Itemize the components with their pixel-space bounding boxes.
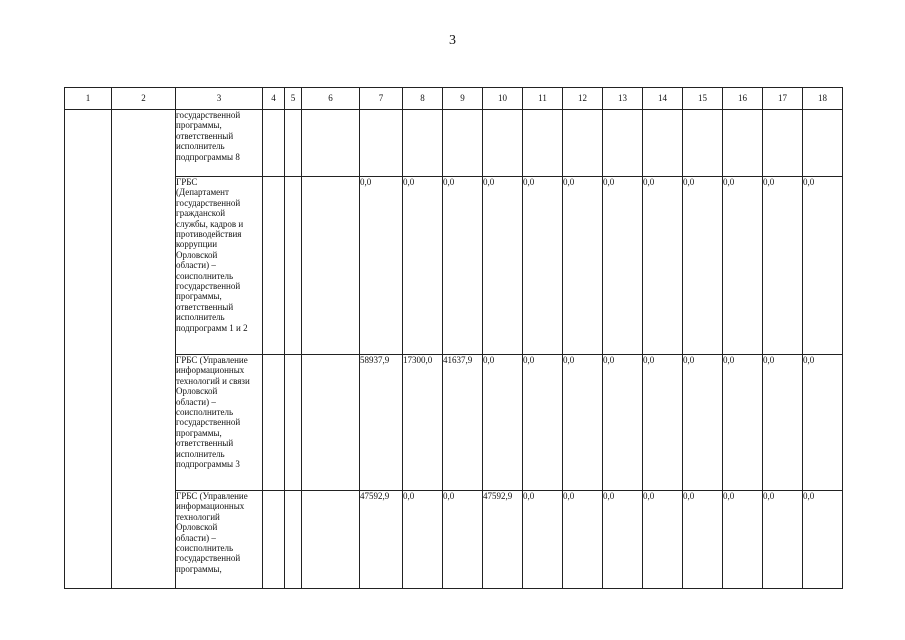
value-cell: 0,0 (523, 491, 563, 589)
value-cell (483, 110, 523, 177)
value-cell: 41637,9 (443, 355, 483, 491)
value-cell (603, 110, 643, 177)
empty-cell (285, 355, 302, 491)
value-cell: 0,0 (763, 355, 803, 491)
column-header: 5 (285, 88, 302, 110)
header-row (65, 88, 843, 110)
table-row (65, 110, 843, 177)
value-cell: 0,0 (603, 177, 643, 355)
empty-cell (285, 177, 302, 355)
empty-cell (285, 491, 302, 589)
row-description: государственной программы, ответственный исполнитель подпрограммы 8 (176, 110, 263, 177)
value-cell: 17300,0 (403, 355, 443, 491)
column-header: 6 (302, 88, 360, 110)
column-header: 4 (263, 88, 285, 110)
value-cell (403, 110, 443, 177)
column-header: 1 (65, 88, 112, 110)
value-cell (723, 110, 763, 177)
column-header: 13 (603, 88, 643, 110)
empty-cell (302, 177, 360, 355)
column-header: 12 (563, 88, 603, 110)
value-cell (803, 110, 843, 177)
value-cell: 0,0 (563, 491, 603, 589)
column-header: 9 (443, 88, 483, 110)
value-cell: 0,0 (763, 491, 803, 589)
value-cell: 0,0 (603, 355, 643, 491)
value-cell: 0,0 (723, 491, 763, 589)
empty-cell (263, 491, 285, 589)
column-header: 8 (403, 88, 443, 110)
table-row (65, 177, 843, 355)
column-header: 2 (112, 88, 176, 110)
value-cell (443, 110, 483, 177)
value-cell: 0,0 (643, 177, 683, 355)
value-cell: 0,0 (603, 491, 643, 589)
value-cell: 0,0 (443, 491, 483, 589)
column-2-cell (112, 110, 176, 589)
table-row (65, 355, 843, 491)
table-row (65, 491, 843, 589)
value-cell: 0,0 (803, 355, 843, 491)
value-cell: 58937,9 (360, 355, 403, 491)
value-cell: 0,0 (563, 177, 603, 355)
value-cell: 0,0 (360, 177, 403, 355)
value-cell: 0,0 (803, 177, 843, 355)
value-cell (523, 110, 563, 177)
empty-cell (285, 110, 302, 177)
column-header: 15 (683, 88, 723, 110)
column-header: 11 (523, 88, 563, 110)
empty-cell (302, 491, 360, 589)
value-cell: 0,0 (403, 177, 443, 355)
value-cell: 0,0 (483, 355, 523, 491)
column-header: 10 (483, 88, 523, 110)
value-cell: 0,0 (683, 491, 723, 589)
column-1-cell (65, 110, 112, 589)
value-cell: 0,0 (563, 355, 603, 491)
value-cell: 0,0 (683, 355, 723, 491)
value-cell: 0,0 (483, 177, 523, 355)
column-header: 14 (643, 88, 683, 110)
empty-cell (263, 177, 285, 355)
budget-table (64, 87, 843, 589)
row-description: ГРБС (Управление информационных технологий Орловской области) – соисполнитель государственной программы, (176, 491, 263, 589)
page-number: 3 (449, 33, 456, 48)
column-header: 7 (360, 88, 403, 110)
value-cell: 0,0 (723, 355, 763, 491)
empty-cell (302, 355, 360, 491)
value-cell: 0,0 (443, 177, 483, 355)
column-header: 18 (803, 88, 843, 110)
empty-cell (302, 110, 360, 177)
value-cell (563, 110, 603, 177)
empty-cell (263, 355, 285, 491)
value-cell: 0,0 (763, 177, 803, 355)
row-description: ГРБС (Управление информационных технологий и связи Орловской области) – соисполнитель государственной программы, ответственный исполнитель подпрограммы 3 (176, 355, 263, 491)
value-cell: 0,0 (803, 491, 843, 589)
value-cell: 0,0 (683, 177, 723, 355)
value-cell: 0,0 (643, 355, 683, 491)
empty-cell (263, 110, 285, 177)
value-cell: 47592,9 (483, 491, 523, 589)
row-description: ГРБС (Департамент государственной гражданской службы, кадров и противодействия коррупции Орловской области) – соисполнитель государственной программы, ответственный исполнитель подпрограмм 1 и 2 (176, 177, 263, 355)
column-header: 17 (763, 88, 803, 110)
value-cell: 0,0 (523, 177, 563, 355)
value-cell (360, 110, 403, 177)
column-header: 3 (176, 88, 263, 110)
value-cell (643, 110, 683, 177)
value-cell: 0,0 (523, 355, 563, 491)
value-cell (763, 110, 803, 177)
column-header: 16 (723, 88, 763, 110)
value-cell: 47592,9 (360, 491, 403, 589)
value-cell: 0,0 (403, 491, 443, 589)
value-cell: 0,0 (723, 177, 763, 355)
value-cell (683, 110, 723, 177)
value-cell: 0,0 (643, 491, 683, 589)
